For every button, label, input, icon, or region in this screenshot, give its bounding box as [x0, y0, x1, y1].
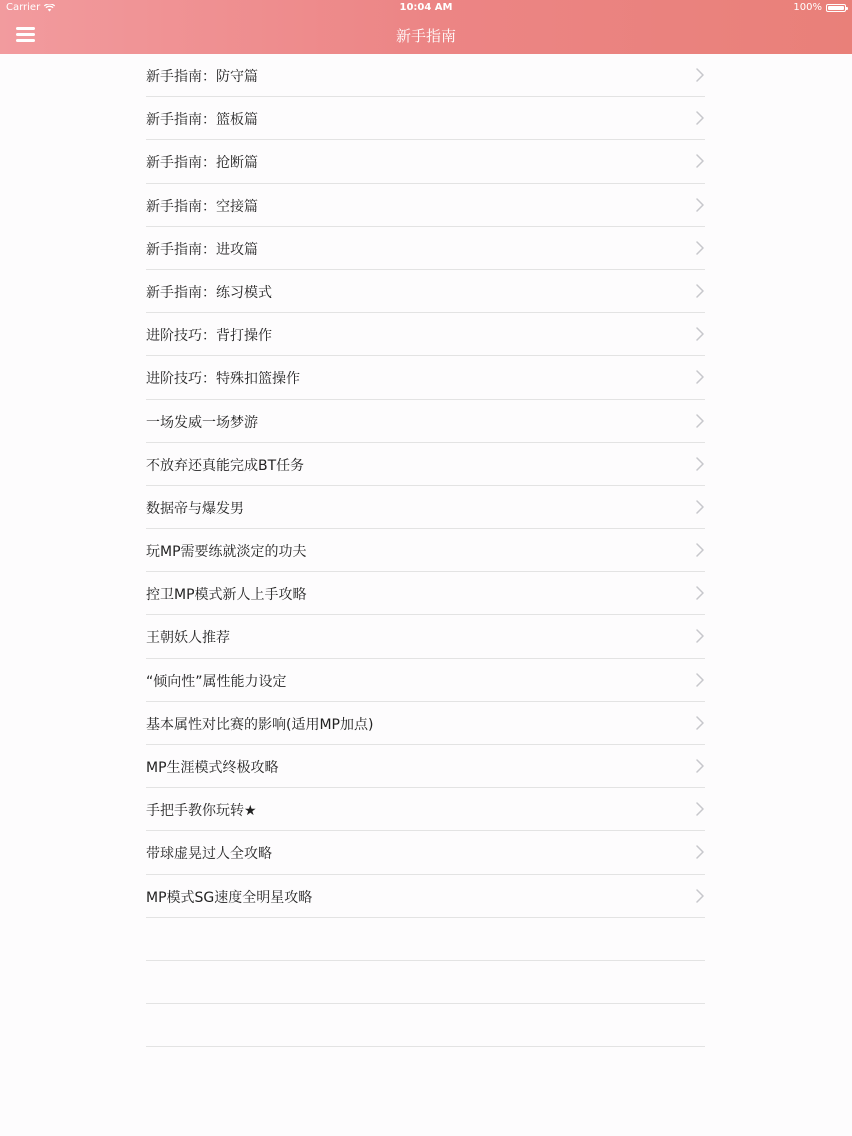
list-item-label: 玩MP需要练就淡定的功夫	[146, 544, 307, 561]
list-item[interactable]	[146, 313, 705, 356]
list-item[interactable]	[146, 875, 705, 918]
status-battery-group	[793, 2, 846, 13]
battery-tip	[846, 7, 848, 10]
list-item-label: 一场发威一场梦游	[146, 414, 258, 431]
chevron-right-icon	[695, 111, 705, 125]
chevron-right-icon	[695, 68, 705, 82]
list-item-label: 新手指南：篮板篇	[146, 112, 258, 129]
chevron-right-icon	[695, 327, 705, 341]
list-item-label: 基本属性对比赛的影响(适用MP加点)	[146, 716, 374, 733]
list-item-label: 进阶技巧：背打操作	[146, 328, 272, 345]
chevron-right-icon	[695, 241, 705, 255]
status-bar	[0, 0, 852, 16]
list-item[interactable]	[146, 702, 705, 745]
list-item[interactable]	[146, 227, 705, 270]
chevron-right-icon	[695, 500, 705, 514]
list-item-label: “倾向性”属性能力设定	[146, 673, 287, 690]
list-item[interactable]	[146, 745, 705, 788]
page-title: 新手指南	[395, 27, 456, 45]
chevron-right-icon	[695, 889, 705, 903]
header	[0, 0, 852, 54]
list-item[interactable]	[146, 140, 705, 183]
chevron-right-icon	[695, 370, 705, 384]
list-item-label: 新手指南：练习模式	[146, 284, 272, 301]
chevron-right-icon	[695, 759, 705, 773]
list-item-label: MP生涯模式终极攻略	[146, 760, 279, 776]
carrier-label: Carrier	[6, 2, 41, 13]
chevron-right-icon	[695, 802, 705, 816]
chevron-right-icon	[695, 845, 705, 859]
status-time: 10:04 AM	[399, 2, 453, 13]
chevron-right-icon	[695, 629, 705, 643]
list-item-label: 新手指南：防守篇	[146, 69, 258, 85]
navigation-bar	[0, 16, 852, 54]
chevron-right-icon	[695, 543, 705, 557]
list-item[interactable]	[146, 788, 705, 831]
list-item-label: 不放弃还真能完成BT任务	[146, 457, 305, 474]
battery-icon	[826, 4, 846, 12]
chevron-right-icon	[695, 673, 705, 687]
chevron-right-icon	[695, 414, 705, 428]
list-item[interactable]	[146, 529, 705, 572]
list-item[interactable]	[146, 443, 705, 486]
list-item[interactable]	[146, 615, 705, 658]
list-item[interactable]	[146, 659, 705, 702]
list-item-label: 王朝妖人推荐	[146, 630, 230, 647]
list-item-label: 控卫MP模式新人上手攻略	[146, 587, 307, 604]
list-item[interactable]	[146, 184, 705, 227]
list-item-label: 新手指南：进攻篇	[146, 241, 258, 258]
list-item-label: 新手指南：空接篇	[146, 198, 258, 215]
chevron-right-icon	[695, 457, 705, 471]
empty-list-row	[146, 1004, 705, 1047]
list-item-label: 手把手教你玩转★	[146, 803, 257, 820]
chevron-right-icon	[695, 716, 705, 730]
list-item[interactable]	[146, 486, 705, 529]
list-item-label: 新手指南：抢断篇	[146, 155, 258, 172]
list-item[interactable]	[146, 54, 705, 97]
list-item[interactable]	[146, 400, 705, 443]
list-item-label: MP模式SG速度全明星攻略	[146, 889, 313, 906]
list-item-label: 进阶技巧：特殊扣篮操作	[146, 371, 300, 388]
list-item-label: 数据帝与爆发男	[146, 500, 244, 517]
list-item-label: 带球虚晃过人全攻略	[146, 846, 272, 863]
battery-percent: 100%	[793, 2, 822, 13]
chevron-right-icon	[695, 586, 705, 600]
list-item[interactable]	[146, 356, 705, 399]
guide-list	[146, 54, 705, 1047]
list-item[interactable]	[146, 572, 705, 615]
battery-fill	[828, 6, 844, 10]
list-item[interactable]	[146, 97, 705, 140]
empty-list-row	[146, 918, 705, 961]
list-item[interactable]	[146, 831, 705, 874]
chevron-right-icon	[695, 284, 705, 298]
chevron-right-icon	[695, 198, 705, 212]
chevron-right-icon	[695, 154, 705, 168]
empty-list-row	[146, 961, 705, 1004]
list-item[interactable]	[146, 270, 705, 313]
